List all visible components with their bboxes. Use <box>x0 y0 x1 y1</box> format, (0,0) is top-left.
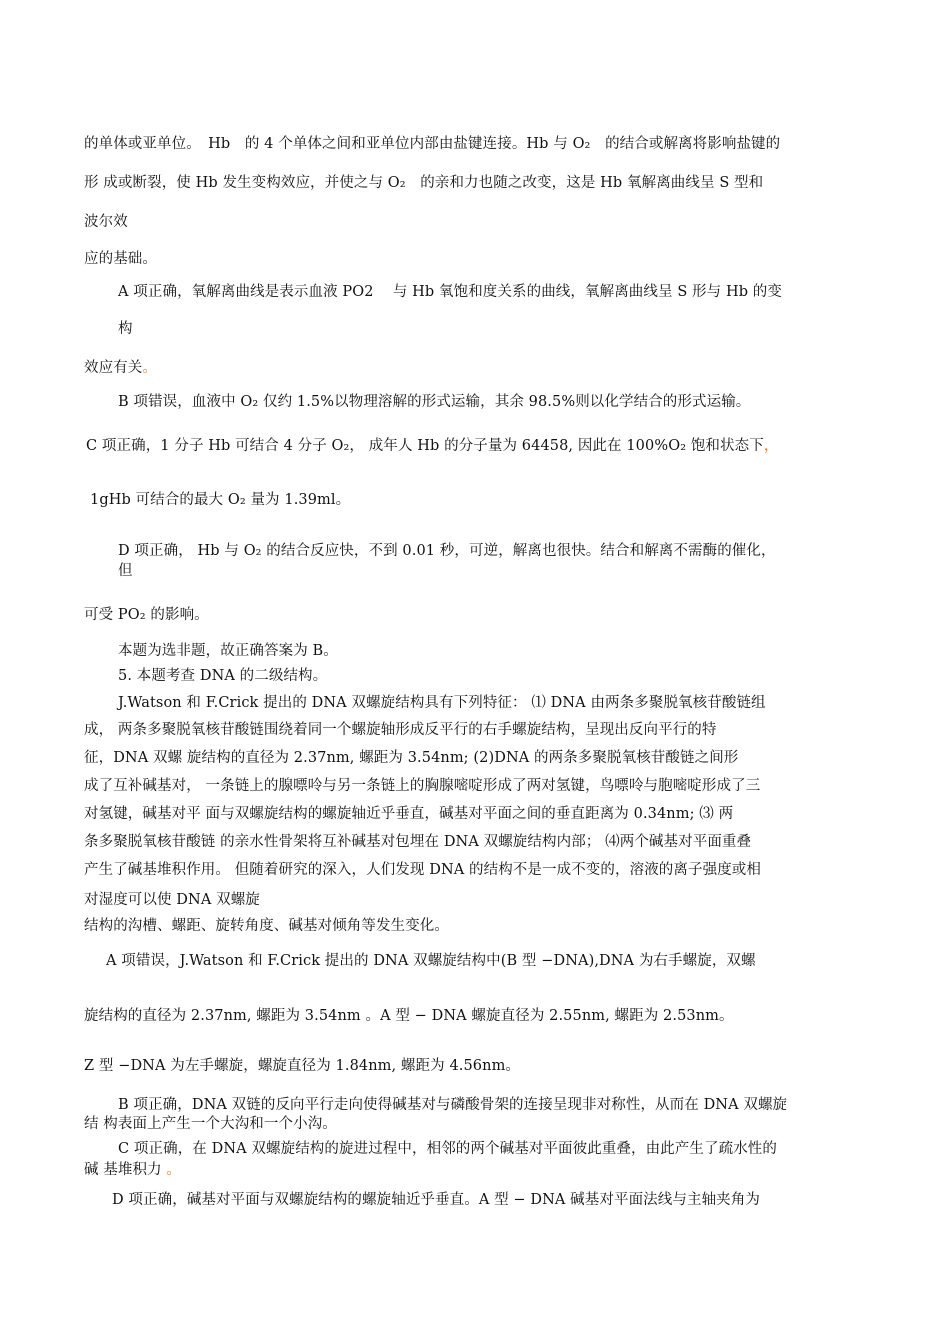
item-a-line: A 项正确，氧解离曲线是表示血液 PO2 与 Hb 氧饱和度关系的曲线，氧解离曲线呈 S 形与 Hb 的变 <box>118 284 783 300</box>
orange-mark: 。 <box>161 1162 182 1178</box>
watson-line: 对氢键，碱基对平 面与双螺旋结构的螺旋轴近乎垂直，碱基对平面之间的垂直距离为 0.34nm; ⑶ 两 <box>84 806 734 822</box>
item-b2-line: 结 构表面上产生一个大沟和一个小沟。 <box>84 1116 337 1132</box>
item-a-line <box>84 358 157 378</box>
item-a2-line: A 项错误，J.Watson 和 F.Crick 提出的 DNA 双螺旋结构中(B 型 −DNA),DNA 为右手螺旋，双螺 <box>106 953 756 969</box>
watson-line: 产生了碱基堆积作用。 但随着研究的深入，人们发现 DNA 的结构不是一成不变的，溶液的离子强度或相 <box>84 862 762 878</box>
item-d-line: 可受 PO₂ 的影响。 <box>84 607 209 623</box>
item-a2-line: Z 型 −DNA 为左手螺旋，螺旋直径为 1.84nm, 螺距为 4.56nm。 <box>84 1058 521 1074</box>
watson-line: 对湿度可以使 DNA 双螺旋 <box>84 892 260 908</box>
item-c-text: C 项正确，1 分子 Hb 可结合 4 分子 O₂， 成年人 Hb 的分子量为 64458, 因此在 100%O₂ 饱和状态下 <box>86 438 764 454</box>
item-d-line: 但 <box>118 563 133 579</box>
item-d-line: D 项正确， Hb 与 O₂ 的结合反应快，不到 0.01 秒，可逆，解离也很快。结合和解离不需酶的催化， <box>118 543 776 559</box>
orange-mark: 。 <box>142 360 158 376</box>
paragraph-line: 波尔效 <box>84 214 128 230</box>
item-a2-line: 旋结构的直径为 2.37nm, 螺距为 3.54nm 。A 型 − DNA 螺旋直径为 2.55nm, 螺距为 2.53nm。 <box>84 1008 734 1024</box>
item-b-line: B 项错误，血液中 O₂ 仅约 1.5%以物理溶解的形式运输，其余 98.5%则以化学结合的形式运输。 <box>118 394 751 410</box>
orange-mark: ， <box>763 438 779 454</box>
item-a-line: 构 <box>118 321 133 337</box>
item-c2-text: 碱 基堆积力 <box>84 1162 162 1178</box>
watson-line: 条多聚脱氧核苷酸链 的亲水性骨架将互补碱基对包埋在 DNA 双螺旋结构内部； ⑷两个碱基对平面重叠 <box>84 834 752 850</box>
item-c2-line <box>84 1160 181 1180</box>
item-c2-line: C 项正确，在 DNA 双螺旋结构的旋进过程中，相邻的两个碱基对平面彼此重叠，由此产生了疏水性的 <box>118 1141 778 1157</box>
question-title: 5. 本题考查 DNA 的二级结构。 <box>118 668 328 684</box>
item-c-line <box>86 436 778 456</box>
answer-line: 本题为选非题，故正确答案为 B。 <box>118 643 338 659</box>
item-a-text: 效应有关 <box>84 360 143 376</box>
item-d2-line: D 项正确，碱基对平面与双螺旋结构的螺旋轴近乎垂直。A 型 − DNA 碱基对平面法线与主轴夹角为 <box>112 1192 760 1208</box>
paragraph-line: 的单体或亚单位。 Hb 的 4 个单体之间和亚单位内部由盐键连接。Hb 与 O₂ 的结合或解离将影响盐键的 <box>84 136 781 152</box>
watson-line: 征，DNA 双螺 旋结构的直径为 2.37nm, 螺距为 3.54nm; (2)DNA 的两条多聚脱氧核苷酸链之间形 <box>84 750 739 766</box>
paragraph-line: 形 成或断裂，使 Hb 发生变构效应，并使之与 O₂ 的亲和力也随之改变，这是 Hb 氧解离曲线呈 S 型和 <box>84 175 764 191</box>
paragraph-line: 应的基础。 <box>84 251 157 267</box>
item-c-line: 1gHb 可结合的最大 O₂ 量为 1.39ml。 <box>90 492 351 508</box>
item-b2-line: B 项正确，DNA 双链的反向平行走向使得碱基对与磷酸骨架的连接呈现非对称性，从而在 DNA 双螺旋 <box>118 1097 788 1113</box>
watson-line: 成了互补碱基对， 一条链上的腺嘌呤与另一条链上的胸腺嘧啶形成了两对氢键，鸟嘌呤与胞嘧啶形成了三 <box>84 778 761 794</box>
watson-line: 成， 两条多聚脱氧核苷酸链围绕着同一个螺旋轴形成反平行的右手螺旋结构，呈现出反向平行的特 <box>84 722 717 738</box>
watson-line: J.Watson 和 F.Crick 提出的 DNA 双螺旋结构具有下列特征： ⑴ DNA 由两条多聚脱氧核苷酸链组 <box>118 695 766 711</box>
watson-line: 结构的沟槽、螺距、旋转角度、碱基对倾角等发生变化。 <box>84 918 449 934</box>
